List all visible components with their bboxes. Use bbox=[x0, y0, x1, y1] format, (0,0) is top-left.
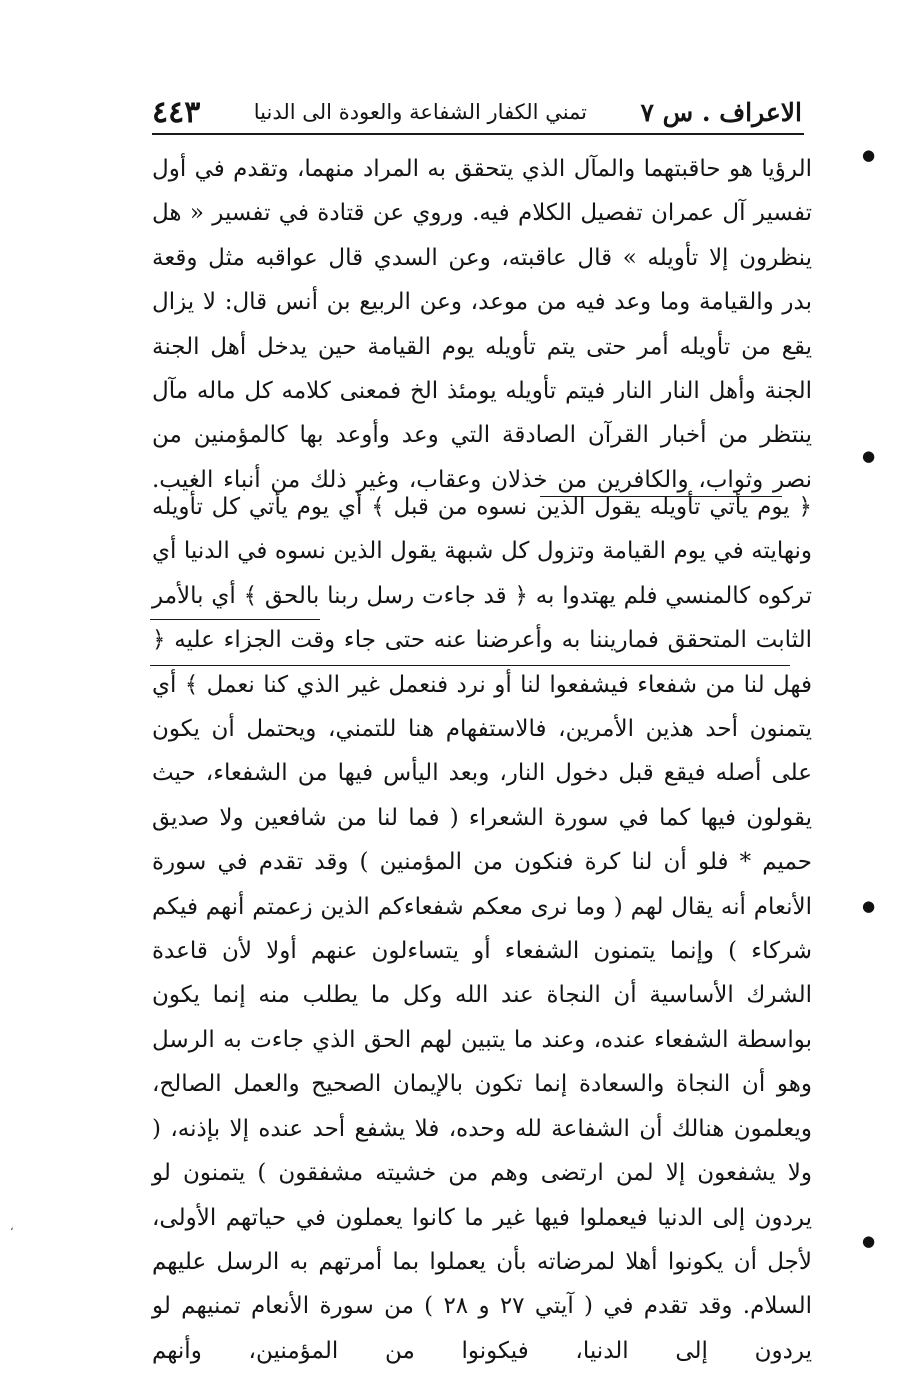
margin-dot-icon: ● bbox=[862, 447, 876, 465]
header-rule bbox=[152, 133, 804, 135]
chapter-label: الاعراف . س ٧ bbox=[640, 97, 802, 127]
verse-separator-rule bbox=[150, 665, 790, 666]
paragraph-2: ﴿ يوم يأتي تأويله يقول الذين نسوه من قبل ﴾ أي يوم يأتي كل تأويله ونهايته في يوم القيامة وتزول كل شبهة يقول الذين نسوه في الدنيا أي تركوه كالمنسي فلم يهتدوا به ﴿ قد جاءت رسل ربنا بالحق ﴾ أي بالأمر الثابت المتحقق فماريننا به وأعرضنا عنه حتى جاء وقت الجزاء عليه ﴿ فهل لنا من شفعاء فيشفعوا لنا أو نرد فنعمل غير الذي كنا نعمل ﴾ أي يتمنون أحد هذين الأمرين، فالاستفهام هنا للتمني، ويحتمل أن يكون على أصله فيقع قبل دخول النار، وبعد اليأس فيها من الشفعاء، حيث يقولون فيها كما في سورة الشعراء ( فما لنا من شافعين ولا صديق حميم * فلو أن لنا كرة فنكون من المؤمنين ) وقد تقدم في سورة الأنعام أنه يقال لهم ( وما نرى معكم شفعاءكم الذين زعمتم أنهم فيكم شركاء ) وإنما يتمنون الشفعاء أو يتساءلون عنهم أولا لأن قاعدة الشرك الأساسية أن النجاة عند الله وكل ما يطلب منه إنما يكون بواسطة الشفعاء عنده، وعند ما يتبين لهم الحق الذي جاءت به الرسل وهو أن النجاة والسعادة إنما تكون بالإيمان الصحيح والعمل الصالح، ويعلمون هنالك أن الشفاعة لله وحده، فلا يشفع أحد عنده إلا بإذنه، ( ولا يشفعون إلا لمن ارتضى وهم من خشيته مشفقون ) يتمنون لو يردون إلى الدنيا فيعملوا فيها غير ما كانوا يعملون في حياتهم الأولى، لأجل أن يكونوا أهلا لمرضاته بأن يعملوا بما أمرتهم به الرسل عليهم السلام. وقد تقدم في ( آيتي ٢٧ و ٢٨ ) من سورة الأنعام تمنيهم لو يردون إلى الدنيا، فيكونوا من المؤمنين، وأنهم bbox=[152, 494, 813, 1364]
running-header bbox=[152, 92, 802, 132]
margin-dot-icon: ● bbox=[862, 146, 876, 164]
page-title: تمني الكفار الشفاعة والعودة الى الدنيا bbox=[253, 100, 588, 124]
margin-dot-icon: ● bbox=[862, 1232, 876, 1250]
margin-dot-icon: ● bbox=[862, 897, 876, 915]
underline-rule bbox=[150, 619, 320, 620]
page-number: ٤٤٣ bbox=[152, 94, 201, 130]
paragraph-1: الرؤيا هو حاقبتهما والمآل الذي يتحقق به المراد منهما، وتقدم في أول تفسير آل عمران تفصيل الكلام فيه. وروي عن قتادة في تفسير « هل ينظرون إلا تأويله » قال عاقبته، وعن السدي قال عواقبه مثل وقعة بدر والقيامة وما وعد فيه من موعد، وعن الربيع بن أنس قال: لا يزال يقع من تأويله أمر حتى يتم تأويله يوم القيامة حين يدخل أهل الجنة الجنة وأهل النار النار فيتم تأويله يومئذ الخ فمعنى كلامه كل ماله مآل ينتظر من أخبار القرآن الصادقة التي وعد وأوعد بها كالمؤمنين من نصر وثواب، والكافرين من خذلان وعقاب، وغير ذلك من أنباء الغيب. bbox=[152, 156, 812, 493]
edge-mark: ، bbox=[10, 1220, 14, 1233]
